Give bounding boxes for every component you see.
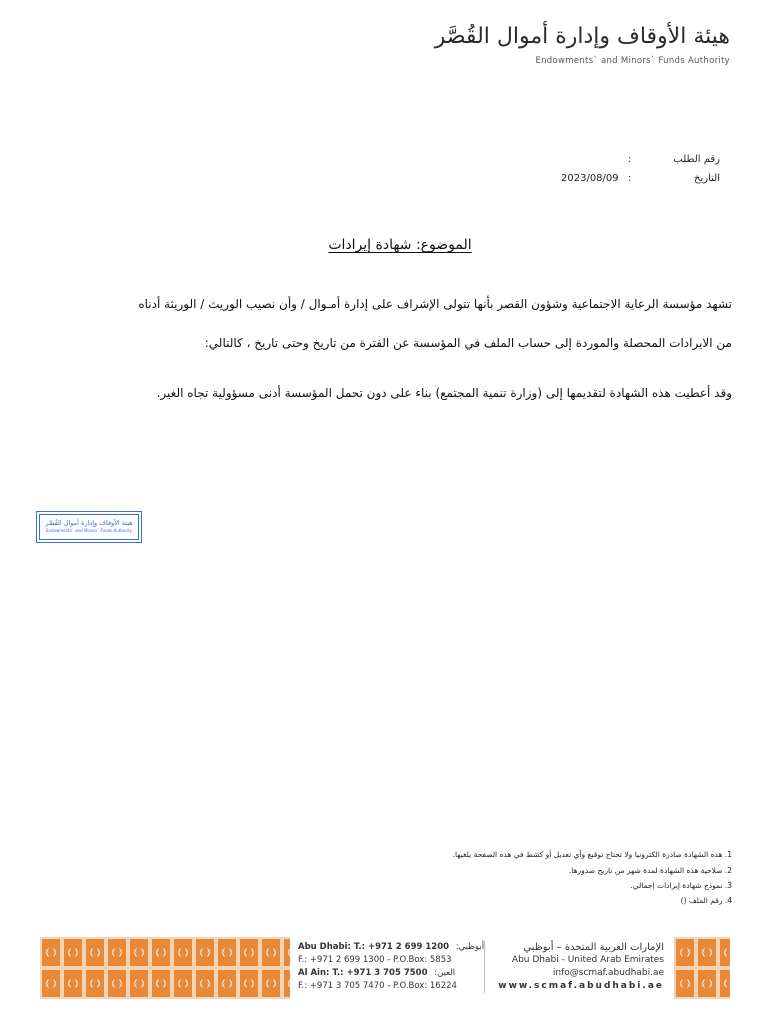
al-ain-phone: Al Ain: T.: +971 3 705 7500 [298,968,428,978]
abu-dhabi-contact-row-1 [298,941,484,954]
abu-dhabi-phone: Abu Dhabi: T.: +971 2 699 1200 [298,942,450,952]
note-4: 4. رقم الملف () [680,896,732,905]
subject-heading [180,237,620,253]
pattern-right-graphic [674,937,730,999]
stamp-frame [39,514,139,540]
body-paragraph-2: من الايرادات المحصلة والموردة إلى حساب الملف في المؤسسة عن الفترة من تاريخ وحتى تاريخ ، كالتالي: [204,336,732,350]
subject-text: الموضوع: شهادة إيرادات [328,237,472,253]
footer-pattern-left [40,937,290,999]
note-3: 3. نموذج شهادة إيرادات إجمالي. [630,881,732,890]
note-1: 1. هذه الشهادة صادرة الكترونيا ولا تحتاج توقيع وأي تعديل أو كشط في هذه الصفحة يلغيها. [452,850,732,859]
date-value: 2023/08/09 [561,173,619,184]
footer-email: info@scmaf.abudhabi.ae [552,968,664,978]
note-2: 2. صلاحية هذه الشهادة لمدة شهر من تاريخ صدورها. [568,866,732,875]
body-paragraph-3: وقد أعطيت هذه الشهادة لتقديمها إلى (وزارة تنمية المجتمع) بناء على دون تحمل المؤسسة أدنى مسؤولية تجاه الغير. [156,386,732,400]
footer-pattern-right [674,937,730,999]
abu-dhabi-arabic-label: أبوظبي: [455,942,485,952]
authority-logo-english: Endowments` and Minors` Funds Authority [535,56,730,66]
body-paragraph-1: تشهد مؤسسة الرعاية الاجتماعية وشؤون القصر بأنها تتولى الإشراف على إدارة أمـوال / وأن نصيب الوريث / الوريثة أدناه [138,297,732,311]
page-footer [40,937,730,999]
footer-divider [484,941,485,993]
al-ain-contact-row-2: F.: +971 3 705 7470 - P.O.Box: 16224 [298,981,457,991]
pattern-left-graphic [40,937,290,999]
stamp-english-text: Endowments` and Minors` Funds Authority [45,528,133,533]
al-ain-contact-row-1 [298,967,484,980]
request-number-colon: : [628,154,632,165]
date-colon: : [628,173,632,184]
authority-stamp [36,511,142,543]
footer-contact [298,941,484,993]
footer-address [498,941,664,993]
stamp-arabic-text: هيئة الأوقاف وإدارة أموال القُصَّر [45,519,133,527]
authority-logo-arabic: هيئة الأوقاف وإدارة أموال القُصَّر [434,24,730,49]
footer-website: www.scmaf.abudhabi.ae [498,981,664,991]
al-ain-arabic-label: العين: [434,968,456,978]
date-label: التاريخ [694,173,720,184]
uae-english: Abu Dhabi - United Arab Emirates [511,955,664,965]
abu-dhabi-contact-row-2: F.: +971 2 699 1300 - P.O.Box: 5853 [298,955,452,965]
request-number-label: رقم الطلب [673,154,720,165]
uae-arabic: الإمارات العربية المتحدة – أبوظبي [523,942,664,953]
